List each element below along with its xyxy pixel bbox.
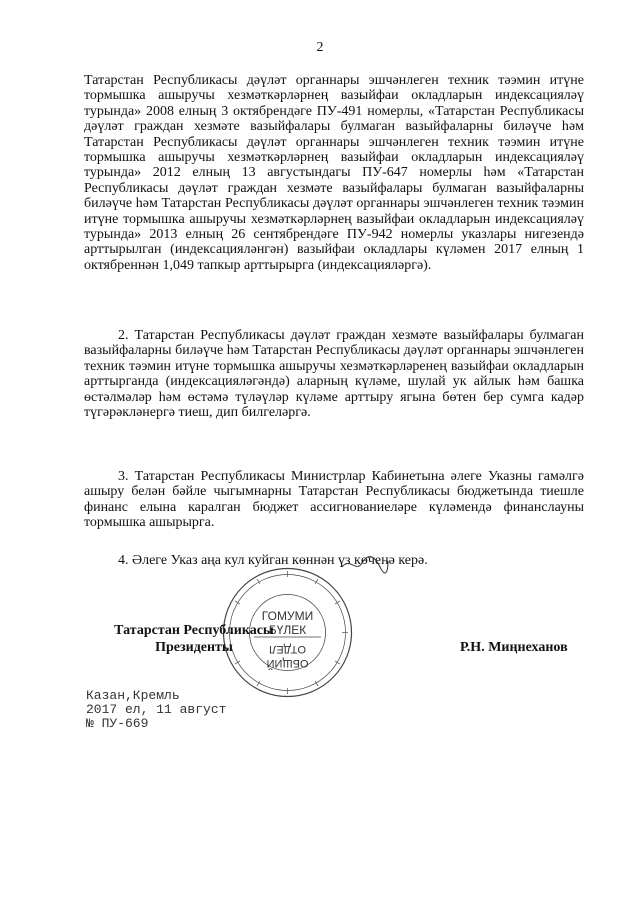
- signatory-name: Р.Н. Миңнеханов: [460, 640, 568, 655]
- footer-date: 2017 ел, 11 август: [86, 702, 227, 717]
- paragraph-3: 3. Татарстан Республикасы Министрлар Кабинетына әлеге Указны гамәлгә ашыру белән бәйле чыгымнарны Татарстан Республикасы бюджетында тиешле финанс елына каралган бюджет ассигнованиеләре күләмендә финанслауны тормышка ашырырга.: [84, 469, 584, 531]
- paragraph-2: 2. Татарстан Республикасы дәүләт граждан хезмәте вазыйфалары булмаган вазыйфаларны биләүче һәм Татарстан Республикасы дәүләт органнары эшчәнлеген техник тәэмин итүне тормышка ашыручы хезмәткәрләренең вазыйфаи окладларын арттырганда (индексацияләгәндә) аларның күләме, шулай ук айлык һәм башка өстәлмәләр һәм өстәмә түләүләр күләме арттыру ягына бөтен бер сумга кадәр түгәрәкләнергә тиеш, дип билгеләргә.: [84, 328, 584, 421]
- stamp-text-3: ОТДЕЛ: [269, 643, 306, 655]
- stamp-text-4: ОБЩИЙ: [266, 657, 309, 669]
- stamp-text-1: ГОМУМИ: [261, 609, 314, 623]
- page-number: 2: [316, 40, 324, 55]
- document-footer: [86, 689, 226, 731]
- footer-number: № ПУ-669: [86, 716, 149, 731]
- signature-title: [84, 622, 307, 656]
- paragraph-4: 4. Әлеге Указ аңа кул куйган көннән үз көченә керә.: [118, 553, 428, 568]
- signature-title-line2: Президенты: [155, 640, 233, 655]
- paragraph-1: Татарстан Республикасы дәүләт органнары эшчәнлеген техник тәэмин итүне тормышка ашыручы хезмәткәрләрнең вазыйфаи окладларын индексацияләү турында» 2008 елның 3 октябрендәге ПУ-491 номерлы, «Татарстан Республикасы дәүләт граждан хезмәте вазыйфалары булмаган вазыйфаларны биләүче һәм Татарстан Республикасы дәүләт органнары эшчәнлеген техник тәэмин итүне тормышка ашыручы хезмәткәрләрнең вазыйфаи окладларын индексацияләү турында» 2012 елның 13 августындагы ПУ-647 номерлы һәм «Татарстан Республикасы дәүләт граждан хезмәте вазыйфалары булмаган вазыйфаларны биләүче һәм Татарстан Республикасы дәүләт органнары эшчәнлеген техник тәэмин итүне тормышка ашыручы хезмәткәрләрнең вазыйфаи окладларын индексацияләү турында» 2013 елның 26 сентябрендәге ПУ-942 номерлы указлары нигезендә арттырылган (индексацияләнгән) вазыйфаи окладлары күләмен 2017 елның 1 октябреннән 1,049 тапкыр арттырырга (индексацияләргә).: [84, 73, 584, 273]
- signature-title-line1: Татарстан Республикасы: [114, 623, 274, 638]
- stamp-text-2: БҮЛЕК: [268, 623, 307, 637]
- footer-place: Казан,Кремль: [86, 688, 180, 703]
